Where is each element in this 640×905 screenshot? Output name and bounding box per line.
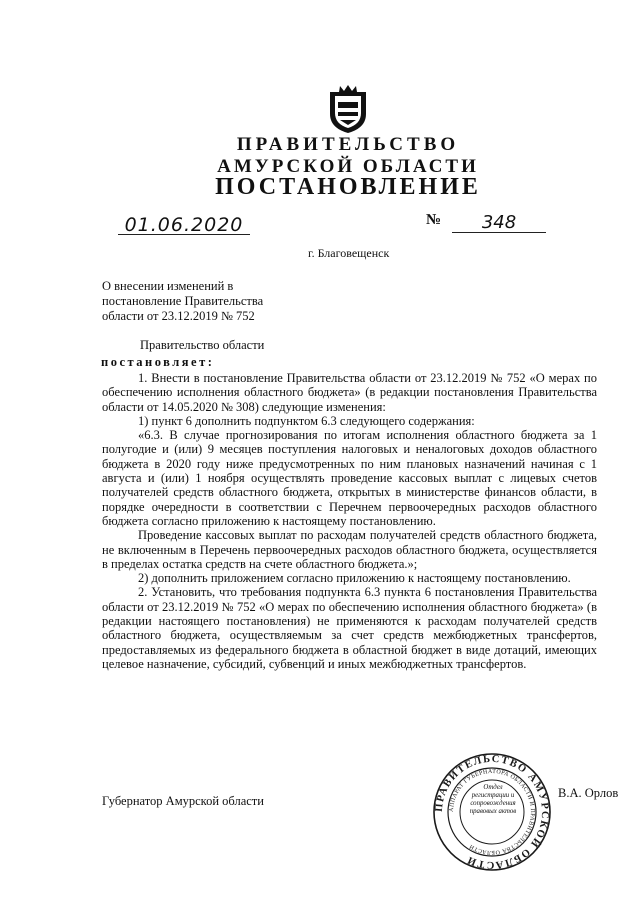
document-subject: О внесении изменений в постановление Правительства области от 23.12.2019 № 752 [102,279,264,323]
stamp-center-text: Отдел регистрации и сопровождения правовых актов [469,784,517,815]
preamble-issuer: Правительство области [140,338,265,352]
number-label: № [426,212,442,228]
signer-name: В.А. Орлов [558,786,619,800]
city-line: г. Благовещенск [308,246,390,260]
body-paragraph: 2. Установить, что требования подпункта 6.3 пункта 6 постановления Правительства области от 23.12.2019 № 752 «О мерах по обеспечению исполнения областного бюджета» (в редакции настоящего постановления) не применяются к расходам получателей средств областного бюджета, осуществляемым за счет средств межбюджетных трансфертов, предоставляемых из федерального бюджета в областной бюджет в виде дотаций, имеющих целевое назначение, субсидий, субвенций и иных межбюджетных трансфертов. [102,585,597,671]
document-body [102,371,597,671]
stamp-ring-text: ПРАВИТЕЛЬСТВО АМУРСКОЙ ОБЛАСТИ [433,753,551,871]
body-paragraph: 1. Внести в постановление Правительства области от 23.12.2019 № 752 «О мерах по обеспечению исполнения областного бюджета» (в редакции постановления Правительства области от 14.05.2020 № 308) следующие изменения: [102,371,597,414]
body-paragraph: 1) пункт 6 дополнить подпунктом 6.3 следующего содержания: [138,413,475,428]
preamble-verb: постановляет: [101,355,215,369]
body-paragraph: Проведение кассовых выплат по расходам получателей средств областного бюджета, не включенным в Перечень первоочередных расходов областного бюджета, осуществляется в пределах остатка средств на счете областного бюджета.»; [102,528,597,571]
document-date: 01.06.2020 [118,216,250,235]
body-paragraph: 2) дополнить приложением согласно приложению к настоящему постановлению. [138,571,571,586]
body-paragraph: «6.3. В случае прогнозирования по итогам исполнения областного бюджета за 1 полугодие и (или) 9 месяцев поступления налоговых и неналоговых доходов областного бюджета в 2020 году ниже предусмотренных по ним плановых назначений начиная с 1 августа и (или) 1 ноября осуществлять проведение кассовых выплат с лицевых счетов получателей средств областного бюджета, открытых в министерстве финансов области, в порядке очередности в соответствии с Перечнем первоочередных расходов областного бюджета согласно приложению к настоящему постановлению. [102,428,597,528]
org-name-line1: ПРАВИТЕЛЬСТВО [236,134,460,155]
document-type-title: ПОСТАНОВЛЕНИЕ [215,174,481,200]
signer-position: Губернатор Амурской области [102,794,264,808]
coat-of-arms-icon [326,84,370,134]
stamp-inner-ring-text: АППАРАТ ГУБЕРНАТОРА ОБЛАСТИ И ПРАВИТЕЛЬСТВА ОБЛАСТИ [448,768,536,856]
document-number: 348 [452,214,546,233]
org-name-line2: АМУРСКОЙ ОБЛАСТИ [217,156,479,177]
